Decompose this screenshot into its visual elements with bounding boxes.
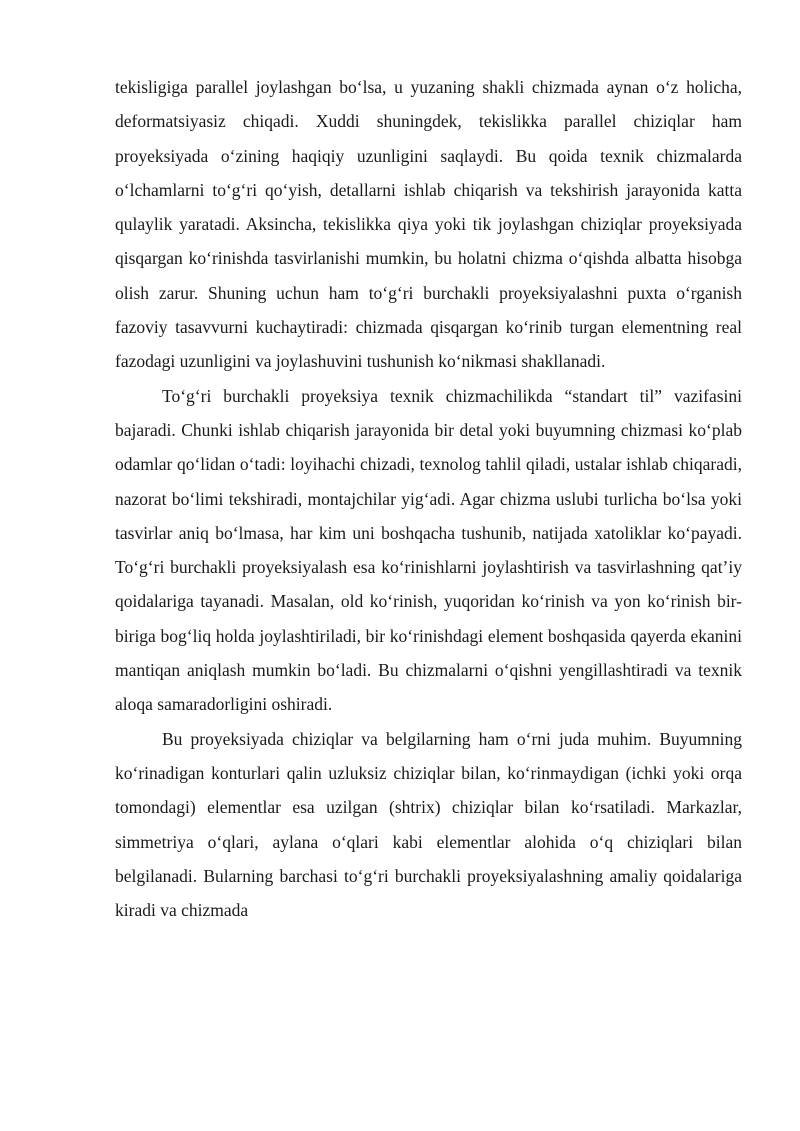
paragraph-standard-language: To‘g‘ri burchakli proyeksiya texnik chizmachilikda “standart til” vazifasini bajaradi. Chunki ishlab chiqarish jarayonida bir detal yoki buyumning chizmasi ko‘plab odamlar qo‘lidan o‘tadi: loyihachi chizadi, texnolog tahlil qiladi, ustalar ishlab chiqaradi, nazorat bo‘limi tekshiradi, montajchilar yig‘adi. Agar chizma uslubi turlicha bo‘lsa yoki tasvirlar aniq bo‘lmasa, har kim uni boshqacha tushunib, natijada xatoliklar ko‘payadi. To‘g‘ri burchakli proyeksiyalash esa ko‘rinishlarni joylashtirish va tasvirlashning qat’iy qoidalariga tayanadi. Masalan, old ko‘rinish, yuqoridan ko‘rinish va yon ko‘rinish bir-biriga bog‘liq holda joylashtiriladi, bir ko‘rinishdagi element boshqasida qayerda ekanini mantiqan aniqlash mumkin bo‘ladi. Bu chizmalarni o‘qishni yengillashtiradi va texnik aloqa samaradorligini oshiradi. <box>115 385 742 715</box>
paragraph-continued: tekisligiga parallel joylashgan bo‘lsa, u yuzaning shakli chizmada aynan o‘z holicha, deformatsiyasiz chiqadi. Xuddi shuningdek, tekislikka parallel chiziqlar ham proyeksiyada o‘zining haqiqiy uzunligini saqlaydi. Bu qoida texnik chizmalarda o‘lchamlarni to‘g‘ri qo‘yish, detallarni ishlab chiqarish va tekshirish jarayonida katta qulaylik yaratadi. Aksincha, tekislikka qiya yoki tik joylashgan chiziqlar proyeksiyada qisqargan ko‘rinishda tasvirlanishi mumkin, bu holatni chizma o‘qishda albatta hisobga olish zarur. Shuning uchun ham to‘g‘ri burchakli proyeksiyalashni puxta o‘rganish fazoviy tasavvurni kuchaytiradi: chizmada qisqargan ko‘rinib turgan elementning real fazodagi uzunligini va joylashuvini tushunish ko‘nikmasi shakllanadi. <box>115 77 742 372</box>
paragraph-lines-and-symbols: Bu proyeksiyada chiziqlar va belgilarning ham o‘rni juda muhim. Buyumning ko‘rinadigan konturlari qalin uzluksiz chiziqlar bilan, ko‘rinmaydigan (ichki yoki orqa tomondagi) elementlar esa uzilgan (shtrix) chiziqlar bilan ko‘rsatiladi. Markazlar, simmetriya o‘qlari, aylana o‘qlari kabi elementlar alohida o‘q chiziqlari bilan belgilanadi. Bularning barchasi to‘g‘ri burchakli proyeksiyalashning amaliy qoidalariga kiradi va chizmada <box>115 728 742 921</box>
document-page <box>115 70 742 927</box>
